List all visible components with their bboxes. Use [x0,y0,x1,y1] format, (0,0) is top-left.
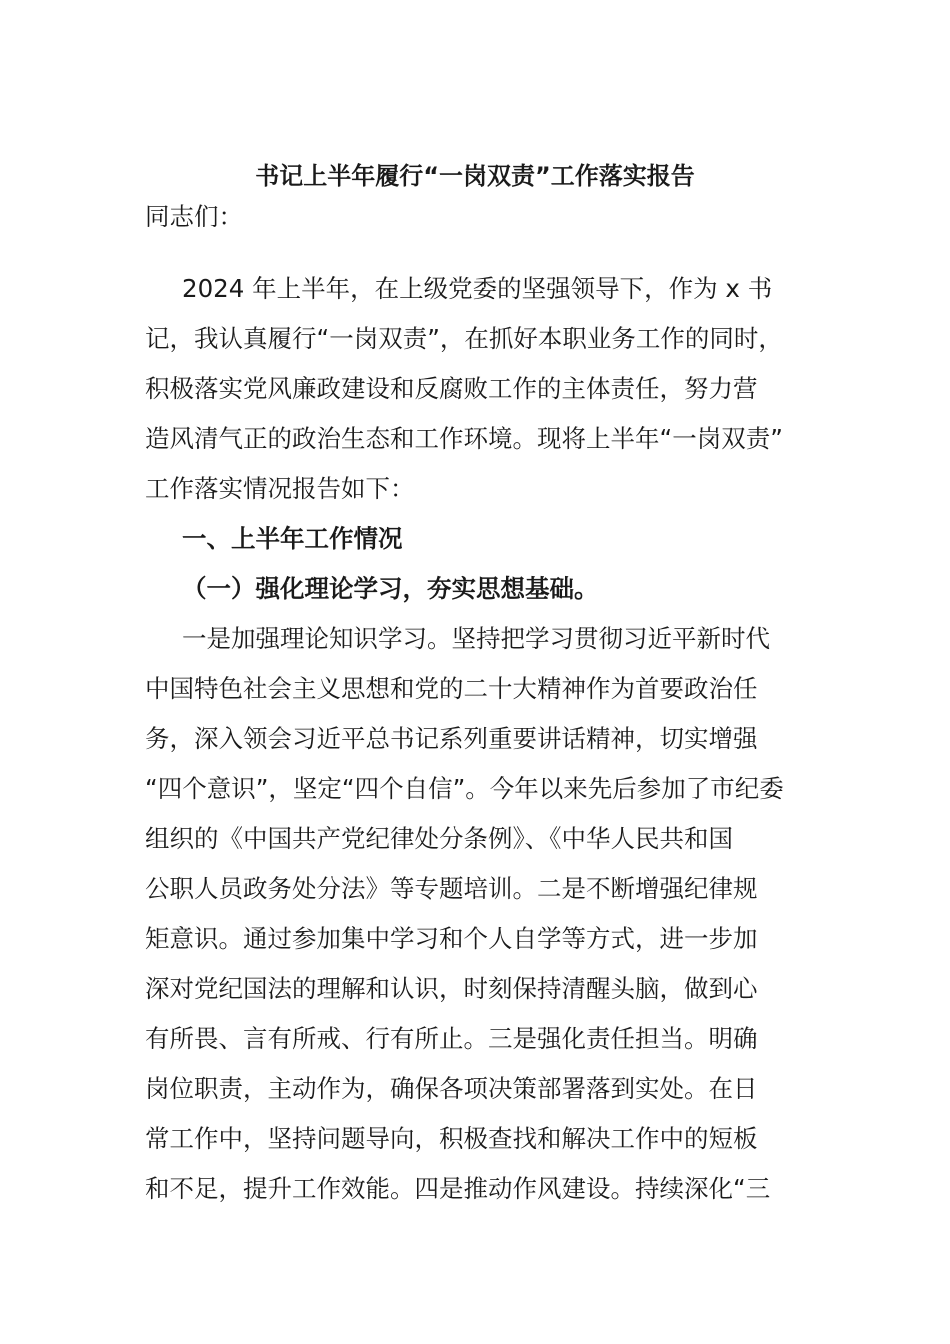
paragraph-line: 矩意识。通过参加集中学习和个人自学等方式，进一步加 [145,924,758,953]
paragraph-line: 和不足，提升工作效能。四是推动作风建设。持续深化“三 [145,1174,771,1203]
paragraph-line: 造风清气正的政治生态和工作环境。现将上半年“一岗双责” [145,424,783,453]
paragraph-line: 记，我认真履行“一岗双责”，在抓好本职业务工作的同时， [145,324,783,353]
paragraph-line: 中国特色社会主义思想和党的二十大精神作为首要政治任 [145,674,758,703]
greeting-text: 同志们： [145,202,243,231]
paragraph-line: “四个意识”，坚定“四个自信”。今年以来先后参加了市纪委 [145,774,784,803]
subsection-heading-text: （一）强化理论学习，夯实思想基础。 [182,574,599,603]
paragraph-intro [145,264,810,514]
greeting [145,192,810,242]
paragraph-line: 工作落实情况报告如下： [145,474,415,503]
document-title: 书记上半年履行“一岗双责”工作落实报告 [255,162,695,190]
paragraph-line: 深对党纪国法的理解和认识，时刻保持清醒头脑，做到心 [145,974,758,1003]
paragraph-body [145,614,810,1214]
paragraph-line: 2024 年上半年，在上级党委的坚强领导下，作为 x 书 [182,274,773,303]
paragraph-line: 组织的《中国共产党纪律处分条例》、《中华人民共和国 [145,824,733,853]
paragraph-line: 一是加强理论知识学习。坚持把学习贯彻习近平新时代 [182,624,770,653]
paragraph-line: 务，深入领会习近平总书记系列重要讲话精神，切实增强 [145,724,758,753]
paragraph-line: 有所畏、言有所戒、行有所止。三是强化责任担当。明确 [145,1024,758,1053]
paragraph-line: 积极落实党风廉政建设和反腐败工作的主体责任，努力营 [145,374,758,403]
subsection-heading [145,564,810,614]
paragraph-line: 常工作中，坚持问题导向，积极查找和解决工作中的短板 [145,1124,758,1153]
paragraph-line: 公职人员政务处分法》等专题培训。二是不断增强纪律规 [145,874,758,903]
section-heading-text: 一、上半年工作情况 [182,524,403,553]
section-heading [145,514,810,564]
paragraph-line: 岗位职责，主动作为，确保各项决策部署落到实处。在日 [145,1074,758,1103]
